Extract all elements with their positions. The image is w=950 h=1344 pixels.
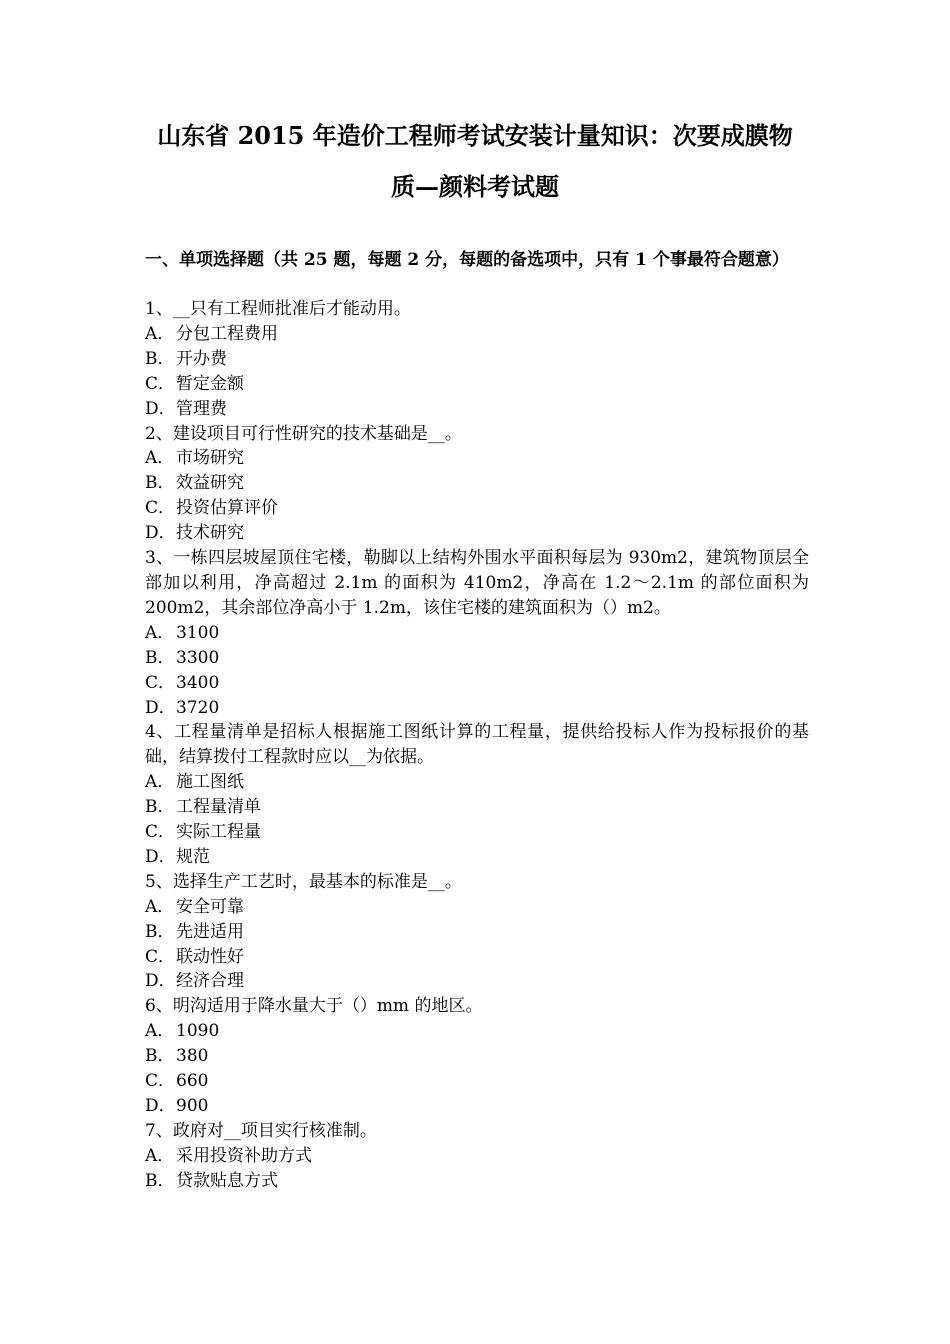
answer-option — [145, 671, 809, 696]
question-text: 6、明沟适用于降水量大于（）mm 的地区。 — [145, 996, 483, 1017]
option-letter: A． — [145, 896, 175, 917]
option-text: 市场研究 — [176, 448, 244, 469]
option-text: 分包工程费用 — [176, 323, 278, 344]
option-text: 900 — [176, 1096, 209, 1116]
option-text: 安全可靠 — [176, 896, 244, 917]
answer-option — [145, 322, 809, 347]
question-list — [145, 297, 809, 1194]
question-text: 2、建设项目可行性研究的技术基础是__。 — [145, 423, 462, 444]
option-text: 380 — [176, 1046, 209, 1067]
answer-option — [145, 945, 809, 970]
answer-option — [145, 795, 809, 820]
option-text: 技术研究 — [176, 523, 244, 544]
section-heading: 一、单项选择题（共 25 题，每题 2 分，每题的备选项中，只有 1 个事最符合题意） — [145, 250, 789, 270]
question-text: 7、政府对__项目实行核准制。 — [145, 1120, 377, 1141]
option-letter: A． — [145, 1145, 175, 1166]
answer-option — [145, 1019, 809, 1044]
option-letter: C． — [145, 1071, 176, 1092]
answer-option — [145, 770, 809, 795]
question-text: 1、__只有工程师批准后才能动用。 — [145, 299, 411, 319]
answer-option — [145, 397, 809, 422]
option-letter: B． — [145, 647, 175, 668]
document-title-line2: 质—颜料考试题 — [391, 172, 559, 201]
option-text: 规范 — [176, 846, 210, 867]
question-text: 5、选择生产工艺时，最基本的标准是__。 — [145, 871, 462, 892]
option-text: 3300 — [176, 647, 220, 668]
option-letter: B． — [145, 1046, 175, 1067]
answer-option — [145, 446, 809, 471]
answer-option — [145, 1169, 809, 1194]
option-text: 660 — [176, 1071, 209, 1092]
option-text: 1090 — [176, 1021, 220, 1042]
question-text: 4、工程量清单是招标人根据施工图纸计算的工程量，提供给投标人作为投标报价的基础，结算拨付工程款时应以__为依据。 — [145, 722, 809, 768]
option-text: 3400 — [176, 672, 220, 693]
answer-option — [145, 372, 809, 397]
option-text: 采用投资补助方式 — [176, 1145, 312, 1166]
option-text: 贷款贴息方式 — [176, 1170, 278, 1191]
option-letter: C． — [145, 498, 176, 519]
answer-option — [145, 1144, 809, 1169]
answer-option — [145, 471, 809, 496]
option-letter: B． — [145, 348, 175, 369]
answer-option — [145, 969, 809, 994]
option-letter: A． — [145, 1021, 175, 1042]
option-text: 暂定金额 — [176, 373, 244, 394]
option-letter: D． — [145, 1096, 176, 1116]
option-text: 施工图纸 — [176, 772, 244, 793]
answer-option — [145, 895, 809, 920]
option-letter: D． — [145, 846, 176, 867]
option-letter: D． — [145, 971, 176, 992]
answer-option — [145, 621, 809, 646]
answer-option — [145, 920, 809, 945]
option-letter: A． — [145, 448, 175, 469]
option-letter: B． — [145, 797, 175, 818]
question-text: 3、一栋四层坡屋顶住宅楼，勒脚以上结构外围水平面积每层为 930m2，建筑物顶层全部加以利用，净高超过 2.1m 的面积为 410m2，净高在 1.2～2.1m 的部位面积为 200m2，其余部位净高小于 1.2m，该住宅楼的建筑面积为（）m2。 — [145, 548, 809, 618]
option-text: 效益研究 — [176, 473, 244, 494]
option-letter: D． — [145, 523, 176, 544]
option-text: 经济合理 — [176, 971, 244, 992]
option-text: 投资估算评价 — [176, 498, 278, 519]
answer-option — [145, 696, 809, 721]
option-text: 联动性好 — [176, 946, 244, 967]
option-letter: C． — [145, 672, 176, 693]
answer-option — [145, 496, 809, 521]
option-letter: B． — [145, 473, 175, 494]
answer-option — [145, 1069, 809, 1094]
option-letter: D． — [145, 398, 176, 419]
answer-option — [145, 646, 809, 671]
option-letter: B． — [145, 921, 175, 942]
document-title-line1: 山东省 2015 年造价工程师考试安装计量知识：次要成膜物 — [157, 121, 793, 150]
option-text: 管理费 — [176, 398, 227, 419]
option-text: 先进适用 — [176, 921, 244, 942]
answer-option — [145, 845, 809, 870]
option-letter: C． — [145, 822, 176, 843]
option-text: 3100 — [176, 622, 220, 643]
option-letter: B． — [145, 1170, 175, 1191]
answer-option — [145, 347, 809, 372]
option-letter: A． — [145, 323, 175, 344]
option-letter: C． — [145, 946, 176, 967]
option-text: 实际工程量 — [176, 822, 261, 843]
option-letter: A． — [145, 772, 175, 793]
answer-option — [145, 1094, 809, 1119]
option-letter: A． — [145, 622, 175, 643]
option-letter: C． — [145, 373, 176, 394]
answer-option — [145, 521, 809, 546]
option-text: 3720 — [176, 697, 220, 718]
answer-option — [145, 1044, 809, 1069]
option-letter: D． — [145, 697, 176, 718]
answer-option — [145, 820, 809, 845]
option-text: 开办费 — [176, 348, 227, 369]
option-text: 工程量清单 — [176, 797, 261, 818]
